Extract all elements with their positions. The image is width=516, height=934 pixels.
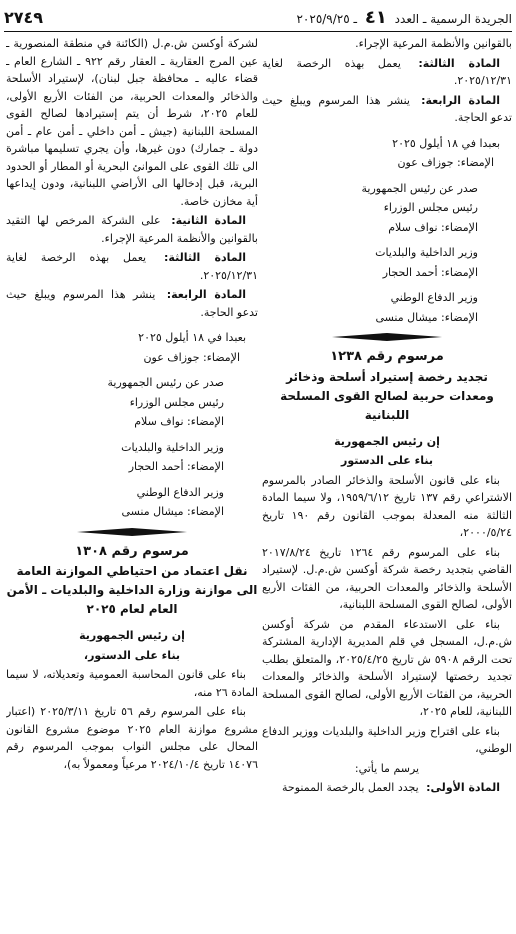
right-pm-title: رئيس مجلس الوزراء bbox=[383, 201, 478, 214]
right-paragraph-3: بناء على الاستدعاء المقدم من شركة أوكسن ش.م.ل، المسجل في قلم المديرية الإدارية المشتركة تحت الرقم ٥٩٠٨ ش تاريخ ٢٠٢٥/٤/٢٥، والمتعلق بطلب تجديد رخصتها لإستيراد الأسلحة والذخائر والمعدات الحربية، من الفئات الأربع الأولى، لصالح القوى المسلحة اللبنانية، للعام ٢٠٢٥، bbox=[262, 617, 512, 718]
left-defense-signature: الإمضاء: ميشال منسى bbox=[121, 505, 224, 518]
article-1-label: المادة الأولى: bbox=[426, 781, 500, 794]
article-1-text: يجدد العمل بالرخصة الممنوحة bbox=[282, 781, 419, 794]
article-3-label: المادة الثالثة: bbox=[164, 251, 247, 264]
article-3-text: يعمل بهذه الرخصة لغاية ٢٠٢٥/١٢/٣١. bbox=[262, 56, 512, 87]
left-interior-title: وزير الداخلية والبلديات bbox=[121, 440, 224, 454]
right-paragraph-2: بناء على المرسوم رقم ١٢٦٤ تاريخ ٢٠١٧/٨/٢٤ القاضي بتجديد رخصة شركة أوكسن ش.م.ل. لإستيراد الأسلحة والذخائر والمعدات الحربية، من الفئات الأربع الأولى، لصالح القوى المسلحة اللبنانية، bbox=[262, 545, 512, 611]
page-number: ٢٧٤٩ bbox=[4, 7, 44, 27]
article-4-text: ينشر هذا المرسوم ويبلغ حيث تدعو الحاجة. bbox=[262, 93, 512, 124]
right-president-signature: الإمضاء: جوزاف عون bbox=[397, 156, 494, 169]
article-3-text: يعمل بهذه الرخصة لغاية ٢٠٢٥/١٢/٣١. bbox=[6, 251, 258, 282]
right-signing-date: بعبدا في ١٨ أيلول ٢٠٢٥ bbox=[392, 136, 500, 150]
article-2-text: على الشركة المرخص لها التقيد بالقوانين والأنظمة المرعية الإجراء. bbox=[6, 214, 258, 245]
left-article-2 bbox=[6, 212, 258, 247]
left-president-heading: إن رئيس الجمهورية bbox=[79, 629, 185, 642]
right-decree-title: مرسوم رقم ١٢٣٨ bbox=[330, 349, 444, 364]
issue-number: ٤١ bbox=[364, 6, 387, 28]
right-article-4 bbox=[262, 92, 512, 127]
left-signing-date: بعبدا في ١٨ أيلول ٢٠٢٥ bbox=[138, 331, 246, 344]
left-paragraph-top: لشركة أوكسن ش.م.ل (الكائنة في منطقة المنصورية ـ عين المرج العقارية ـ العقار رقم ٩٢٢ ـ الشارع العام ـ قضاء عاليه ـ محافظة جبل لبنان)، لإستيراد الأسلحة والذخائر والمعدات الحربية، من الفئات الأربع الأولى، للعام ٢٠٢٥، شرط أن يتم إستيرادها لصالح القوى المسلحة اللبنانية (جيش ـ أمن داخلي ـ أمن عام ـ أمن دولة ـ جمارك) دون غيرها، وأن يجري تسليمها مباشرة الى تلك القوى على الموانئ البحرية أو المطار أو الحدود البرية، قبل إدخالها الى الأراضي اللبنانية، ودون إيداعها أية مخازن خاصة. bbox=[6, 37, 258, 208]
left-issued-by: صدر عن رئيس الجمهورية bbox=[107, 376, 224, 389]
right-defense-signature: الإمضاء: ميشال منسى bbox=[375, 310, 478, 324]
right-decrees: يرسم ما يأتي: bbox=[354, 761, 420, 775]
left-constitution-heading: بناء على الدستور، bbox=[83, 648, 181, 662]
left-decree-heading: نقل اعتماد من احتياطي الموازنة العامة الى موازنة وزارة الداخلية والبلديات ـ الأمن العام لعام ٢٠٢٥ bbox=[6, 564, 258, 616]
article-4-label: المادة الرابعة: bbox=[166, 288, 246, 301]
article-4-label: المادة الرابعة: bbox=[421, 93, 500, 107]
article-2-label: المادة الثانية: bbox=[171, 214, 246, 227]
left-interior-signature: الإمضاء: أحمد الحجار bbox=[128, 460, 224, 473]
journal-name: الجريدة الرسمية ـ العدد bbox=[394, 11, 512, 26]
page-header bbox=[4, 3, 512, 32]
left-paragraph-1: بناء على قانون المحاسبة العمومية وتعديلاته، لا سيما المادة ٢٦ منه، bbox=[6, 668, 258, 699]
right-article-1 bbox=[262, 779, 512, 797]
article-4-text: ينشر هذا المرسوم ويبلغ حيث تدعو الحاجة. bbox=[6, 288, 258, 319]
right-decree-heading: تجديد رخصة إستيراد أسلحة وذخائر ومعدات حربية لصالح القوى المسلحة اللبنانية bbox=[280, 369, 494, 422]
left-article-3 bbox=[6, 249, 258, 284]
article-3-label: المادة الثالثة: bbox=[418, 56, 500, 70]
left-defense-title: وزير الدفاع الوطني bbox=[136, 485, 224, 499]
right-pm-signature: الإمضاء: نواف سلام bbox=[388, 220, 478, 234]
right-paragraph-4: بناء على اقتراح وزير الداخلية والبلديات ووزير الدفاع الوطني، bbox=[262, 724, 512, 755]
left-article-4 bbox=[6, 286, 258, 321]
right-column bbox=[262, 35, 512, 928]
left-column bbox=[6, 35, 258, 928]
right-interior-title: وزير الداخلية والبلديات bbox=[375, 246, 478, 259]
header-title bbox=[296, 7, 512, 28]
right-interior-signature: الإمضاء: أحمد الحجار bbox=[382, 265, 478, 279]
section-divider bbox=[6, 525, 258, 539]
left-pm-signature: الإمضاء: نواف سلام bbox=[134, 415, 224, 428]
right-constitution-heading: بناء على الدستور bbox=[341, 454, 433, 467]
left-decree-title: مرسوم رقم ١٣٠٨ bbox=[75, 543, 189, 559]
right-top-text: بالقوانين والأنظمة المرعية الإجراء. bbox=[355, 37, 512, 50]
right-defense-title: وزير الدفاع الوطني bbox=[390, 291, 478, 304]
right-article-3 bbox=[262, 55, 512, 90]
right-president-heading: إن رئيس الجمهورية bbox=[334, 434, 440, 448]
right-paragraph-1: بناء على قانون الأسلحة والذخائر الصادر بالمرسوم الاشتراعي رقم ١٣٧ تاريخ ١٩٥٩/٦/١٢، ولا سيما المادة الثالثة منه المعدلة بموجب القانون رقم ١٩٠ تاريخ ٢٠٠٠/٥/٢٤، bbox=[262, 473, 512, 539]
left-president-signature: الإمضاء: جوزاف عون bbox=[143, 350, 240, 364]
section-divider bbox=[262, 330, 512, 344]
left-paragraph-2: بناء على المرسوم رقم ٥٦ تاريخ ٢٠٢٥/٣/١١ (اعتبار مشروع موازنة العام ٢٠٢٥ موضوع مشروع القانون المحال على مجلس النواب بموجب المرسوم رقم ١٤٠٧٦ تاريخ ٢٠٢٤/١٠/٤ مرعياً ومعمولاً به)، bbox=[6, 705, 258, 771]
issue-date: ـ ٢٠٢٥/٩/٢٥ bbox=[296, 11, 358, 26]
right-issued-by: صدر عن رئيس الجمهورية bbox=[361, 181, 478, 195]
left-pm-title: رئيس مجلس الوزراء bbox=[129, 395, 224, 409]
